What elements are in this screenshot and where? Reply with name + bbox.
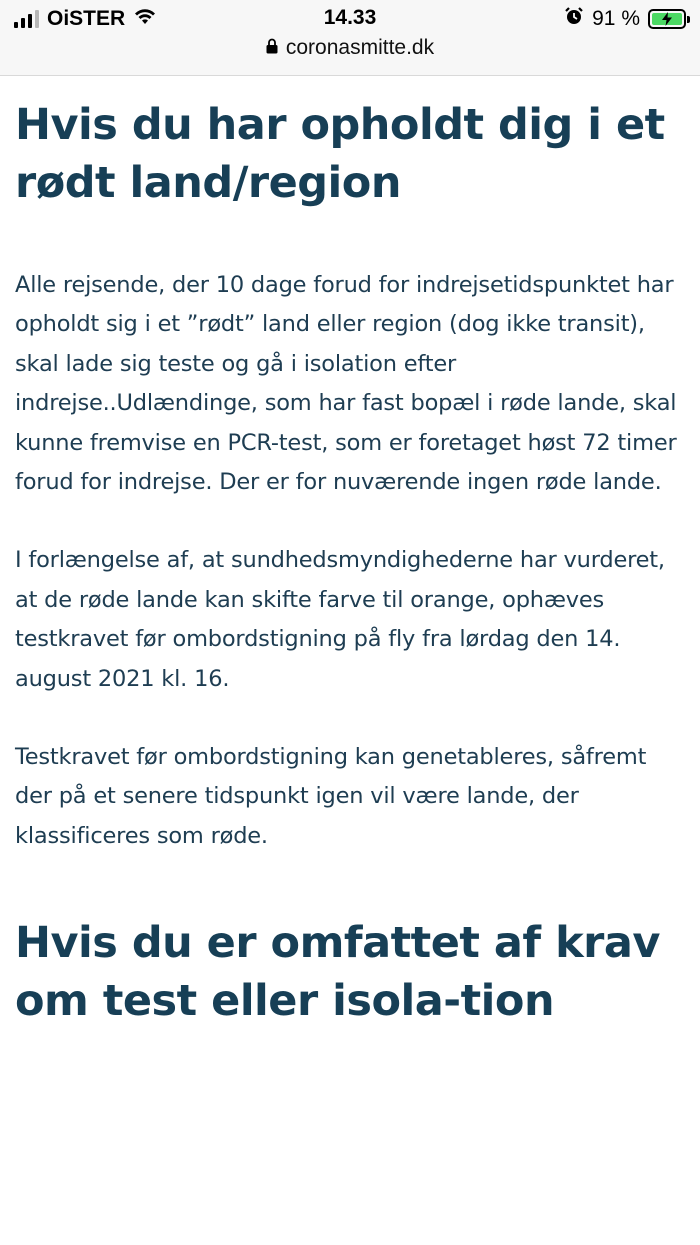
battery-percent: 91 % (592, 7, 640, 30)
carrier-name: OiSTER (47, 7, 126, 30)
alarm-icon (564, 6, 584, 32)
clock: 14.33 (323, 6, 377, 29)
status-bar (0, 0, 700, 76)
battery-charging-icon (648, 9, 686, 29)
paragraph-travel-rules: Alle rejsende, der 10 dage forud for indrejsetidspunktet har opholdt sig i et ”rødt” land eller region (dog ikke transit), skal lade sig teste og gå i isolation efter indrejse..Udlændinge, som har fast bopæl i røde lande, skal kunne fremvise en PCR-test, som er foretaget høst 72 timer forud for indrejse. Der er for nuværende ingen røde lande. (15, 272, 677, 496)
status-right (564, 6, 686, 32)
address-bar[interactable] (0, 36, 700, 60)
section-heading-red-country: Hvis du har opholdt dig i et rødt land/region (15, 100, 665, 208)
section-heading-test-isolation: Hvis du er omfattet af krav om test eller isola-tion (15, 918, 660, 1027)
lock-icon (266, 36, 278, 60)
article-content (15, 96, 685, 1030)
url-text: coronasmitte.dk (285, 36, 435, 59)
paragraph-test-requirement-lifted: I forlængelse af, at sundhedsmyndighederne har vurderet, at de røde lande kan skifte farve til orange, ophæves testkravet før ombordstigning på fly fra lørdag den 14. august 2021 kl. 16. (15, 547, 665, 692)
paragraph-test-reinstated: Testkravet før ombordstigning kan genetableres, såfremt der på et senere tidspunkt igen vil være lande, der klassificeres som røde. (15, 744, 647, 849)
